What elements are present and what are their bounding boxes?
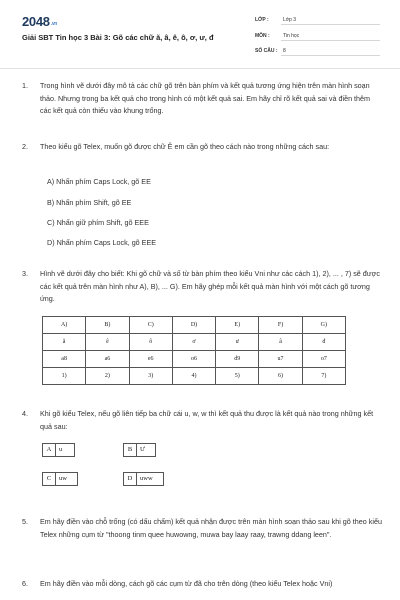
table-cell: d9 — [216, 351, 259, 368]
question-number: 4. — [22, 409, 28, 418]
divider — [281, 40, 380, 41]
table-cell: a8 — [43, 351, 86, 368]
question-1 — [22, 80, 382, 118]
option-c: C) Nhấn giữ phím Shift, gõ EEE — [47, 218, 149, 227]
answer-value: Ư — [140, 446, 146, 453]
question-text: Em hãy điền vào mỗi dòng, cách gõ các cụm từ đã cho trên dòng (theo kiểu Telex hoặc Vni) — [40, 579, 333, 588]
table-cell: B) — [86, 317, 129, 334]
question-text: Trong hình vẽ dưới đây mô tả các chữ gõ trên bàn phím và kết quả tương ứng hiện trên màn hình soạn thảo. Nhưng trong ba kết quả cho trong hình có một kết quả sai. Em hãy chỉ rõ kết quả sai và điền thêm các kết quả còn thiếu vào khung trống. — [40, 81, 371, 115]
site-logo[interactable]: 2048.vn — [22, 14, 58, 29]
table-cell: 5) — [216, 368, 259, 385]
table-cell: C) — [129, 317, 172, 334]
divider — [281, 24, 380, 25]
meta-subject-key: MÔN : — [255, 33, 270, 39]
answer-box-b — [123, 443, 156, 457]
table-cell: 3) — [129, 368, 172, 385]
table-cell: e6 — [129, 351, 172, 368]
answer-box-d — [123, 472, 164, 486]
question-number: 5. — [22, 517, 28, 526]
question-text: Em hãy điền vào chỗ trống (có dấu chấm) kết quả nhận được trên màn hình soạn thảo sau khi gõ theo kiểu Telex những cụm từ "thoong tinm quee huwowng, muwa bay laay raay, trawng ddang leen". — [40, 517, 382, 539]
question-number: 3. — [22, 269, 28, 278]
table-cell: o6 — [172, 351, 215, 368]
answer-value: u — [59, 446, 63, 453]
table-cell: A) — [43, 317, 86, 334]
answer-box-c — [42, 472, 78, 486]
table-cell: u7 — [259, 351, 302, 368]
table-cell: D) — [172, 317, 215, 334]
question-text: Hình vẽ dưới đây cho biết: Khi gõ chữ và số từ bàn phím theo kiểu Vni như các cách 1), 2), ... , 7) sẽ được các kết quả trên màn hình như A), B), ... G). Em hãy ghép mỗi kết quả màn hình với một cách gõ tương ứng. — [40, 269, 380, 303]
answer-label: D — [124, 473, 137, 485]
question-text: Theo kiểu gõ Telex, muốn gõ được chữ Ê em cần gõ theo cách nào trong những cách sau: — [40, 142, 330, 151]
meta-subject-value: Tin học — [283, 33, 300, 39]
question-number: 2. — [22, 142, 28, 151]
meta-class-value: Lớp 3 — [283, 17, 297, 23]
meta-class-key: LỚP : — [255, 17, 269, 23]
matching-table — [42, 316, 346, 385]
question-6 — [22, 578, 382, 591]
divider — [281, 55, 380, 56]
question-number: 6. — [22, 579, 28, 588]
meta-count-value: 8 — [283, 48, 286, 54]
question-4 — [22, 408, 382, 433]
table-row — [43, 334, 346, 351]
answer-label: B — [124, 444, 137, 456]
table-cell: â — [259, 334, 302, 351]
table-cell: ă — [43, 334, 86, 351]
meta-count — [255, 48, 380, 54]
table-row — [43, 317, 346, 334]
question-3 — [22, 268, 382, 306]
header-divider — [0, 68, 400, 69]
question-text: Khi gõ kiểu Telex, nếu gõ liên tiếp ba chữ cái u, w, w thì kết quả thu được là kết quả nào trong những kết quả sau: — [40, 409, 374, 431]
meta-subject — [255, 33, 380, 39]
table-cell: a6 — [86, 351, 129, 368]
table-cell: ơ — [172, 334, 215, 351]
page-header — [0, 0, 400, 62]
answer-box-a — [42, 443, 75, 457]
table-cell: 4) — [172, 368, 215, 385]
table-cell: F) — [259, 317, 302, 334]
question-number: 1. — [22, 81, 28, 90]
option-d: D) Nhấn phím Caps Lock, gõ EEE — [47, 238, 157, 247]
meta-count-key: SỐ CÂU : — [255, 48, 278, 54]
table-cell: 1) — [43, 368, 86, 385]
meta-class — [255, 17, 380, 23]
answer-label: A — [43, 444, 56, 456]
page-title: Giải SBT Tin học 3 Bài 3: Gõ các chữ ă, â, ê, ô, ơ, ư, đ — [22, 33, 214, 42]
table-row — [43, 368, 346, 385]
table-cell: ê — [86, 334, 129, 351]
answer-label: C — [43, 473, 56, 485]
question-5 — [22, 516, 382, 541]
table-cell: G) — [302, 317, 345, 334]
option-b: B) Nhấn phím Shift, gõ EE — [47, 198, 132, 207]
table-cell: đ — [302, 334, 345, 351]
table-cell: 6) — [259, 368, 302, 385]
answer-value: uww — [140, 475, 153, 482]
table-cell: 2) — [86, 368, 129, 385]
table-cell: 7) — [302, 368, 345, 385]
table-cell: ư — [216, 334, 259, 351]
question-2 — [22, 141, 382, 154]
option-a: A) Nhấn phím Caps Lock, gõ EE — [47, 177, 151, 186]
table-cell: ô — [129, 334, 172, 351]
table-row — [43, 351, 346, 368]
table-cell: o7 — [302, 351, 345, 368]
table-cell: E) — [216, 317, 259, 334]
answer-value: uw — [59, 475, 67, 482]
